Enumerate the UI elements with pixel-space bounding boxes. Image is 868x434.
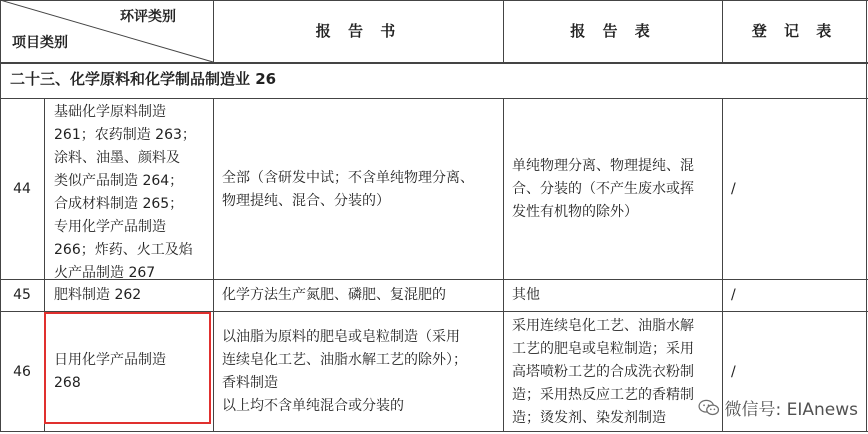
wechat-icon	[698, 399, 720, 417]
header-diag-bottom: 项目类别	[12, 35, 68, 51]
row-45-register: /	[731, 287, 736, 303]
row-46-number: 46	[13, 364, 31, 380]
header-diag-top: 环评类别	[120, 9, 176, 25]
header-register: 登 记 表	[751, 22, 838, 40]
header-report-table: 报 告 表	[570, 22, 656, 40]
watermark-text: 微信号: EIAnews	[724, 400, 858, 420]
row-44-report-book: 全部（含研发中试；不含单纯物理分离、 物理提纯、混合、分装的）	[222, 170, 474, 209]
row-44-report-table: 单纯物理分离、物理提纯、混 合、分装的（不产生废水或挥 发性有机物的除外）	[512, 158, 694, 220]
watermark	[698, 395, 858, 420]
row-46-category: 日用化学产品制造 268	[54, 352, 166, 391]
row-44-number: 44	[13, 181, 31, 197]
row-45-report-table: 其他	[512, 287, 540, 303]
row-46-register: /	[731, 364, 736, 380]
row-46-report-table: 采用连续皂化工艺、油脂水解 工艺的肥皂或皂粒制造；采用 高塔喷粉工艺的合成洗衣粉制 造；采用热反应工艺的香精制 造；烫发剂、染发剂制造	[512, 318, 694, 426]
row-46-report-book: 以油脂为原料的肥皂或皂粒制造（采用 连续皂化工艺、油脂水解工艺的除外）； 香料制造 以上均不含单纯混合或分装的	[222, 329, 467, 414]
section-left-border	[0, 63, 1, 99]
row-45-category: 肥料制造 262	[54, 287, 142, 303]
row-44-register: /	[731, 181, 736, 197]
body-col-divider-2	[503, 98, 504, 432]
highlight-box	[44, 312, 211, 424]
body-col-divider-3	[722, 98, 723, 432]
section-title: 二十三、化学原料和化学制品制造业 26	[10, 70, 277, 88]
row-45-number: 45	[13, 287, 31, 303]
body-right-border	[866, 98, 867, 432]
section-right-border	[866, 63, 867, 99]
table-border-bottom	[0, 431, 868, 432]
header-right-border	[866, 0, 867, 63]
section-bottom-line	[0, 98, 868, 99]
body-col-divider-1	[213, 98, 214, 432]
header-report-book: 报 告 书	[315, 22, 402, 40]
row-45-report-book: 化学方法生产氮肥、磷肥、复混肥的	[222, 287, 446, 303]
row-44-category: 基础化学原料制造 261；农药制造 263； 涂料、油墨、颜料及 类似产品制造 264； 合成材料制造 265； 专用化学产品制造 266；炸药、火工及焰 火产品制造 267	[54, 104, 196, 281]
